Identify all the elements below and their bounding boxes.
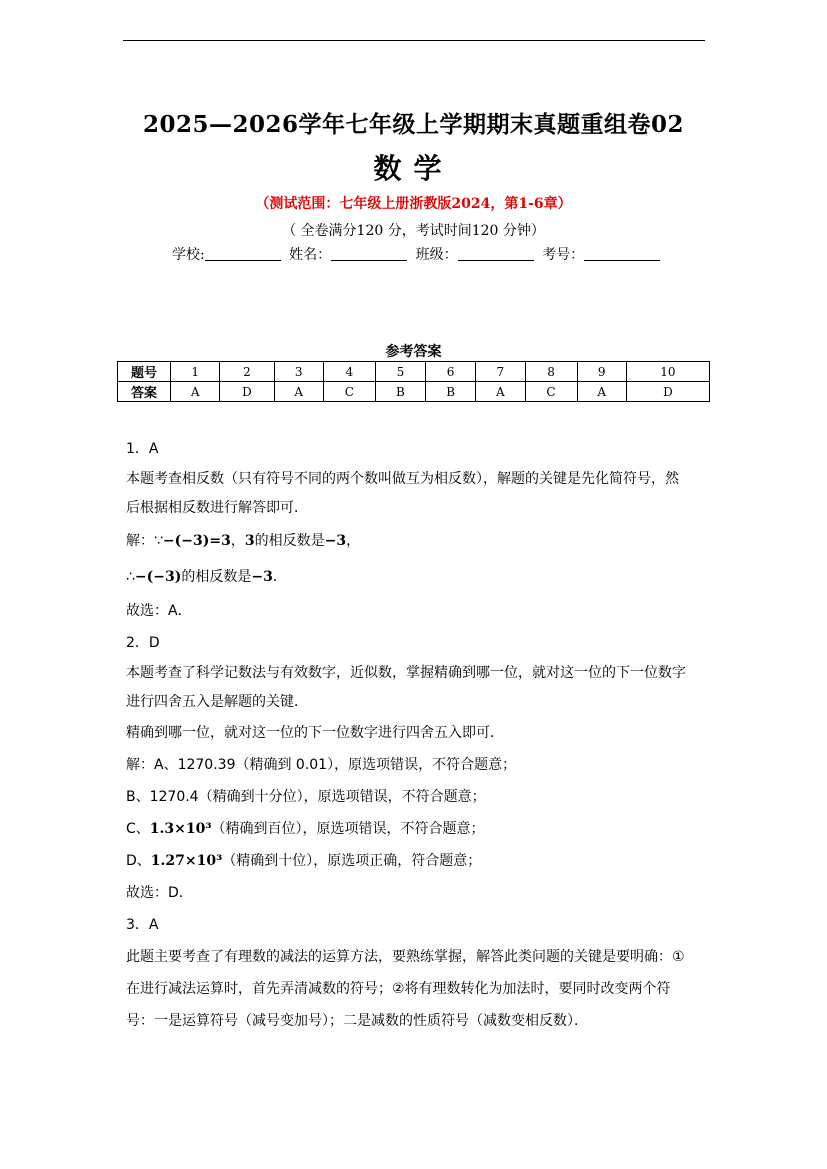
q1-separator: ， <box>230 533 245 549</box>
q1-math-expression: −(−3)=3 <box>162 533 231 549</box>
exam-number-label: 考号： <box>542 247 585 263</box>
q2-option-c-text: （精确到百位），原选项错误，不符合题意； <box>211 821 485 837</box>
answer-cell: A <box>171 382 220 402</box>
q2-math-expression: 1.3×10³ <box>149 821 212 837</box>
answer-key-table <box>117 361 710 402</box>
q1-analysis-line: 本题考查相反数（只有符号不同的两个数叫做互为相反数），解题的关键是先化简符号，然 <box>126 471 679 487</box>
name-blank <box>331 248 407 261</box>
q2-option-a: 解：A、1270.39（精确到 0.01），原选项错误，不符合题意； <box>126 757 517 773</box>
q2-analysis-line: 本题考查了科学记数法与有效数字，近似数，掌握精确到哪一位，就对这一位的下一位数字 <box>126 665 686 681</box>
q2-option-d-prefix: D、 <box>126 853 151 869</box>
student-info-line <box>172 244 664 264</box>
document-title: 2025—2026学年七年级上学期期末真题重组卷02 <box>142 111 685 138</box>
score-and-time: （ 全卷满分120 分，考试时间120 分钟） <box>282 223 545 239</box>
question-number-cell: 7 <box>476 362 525 382</box>
answer-cell: D <box>626 382 709 402</box>
answer-cell: A <box>476 382 525 402</box>
answer-label: 答案 <box>118 382 171 402</box>
q1-step2-end: ． <box>272 569 287 585</box>
answer-cell: A <box>577 382 626 402</box>
q1-heading: 1．A <box>126 441 159 457</box>
q2-option-c-prefix: C、 <box>126 821 150 837</box>
q2-option-d <box>126 845 706 877</box>
answer-cell: C <box>525 382 577 402</box>
q2-option-c <box>126 813 706 845</box>
school-label: 学校: <box>172 247 205 263</box>
answer-key-heading: 参考答案 <box>385 344 442 360</box>
q1-math-expression: −3 <box>324 533 347 549</box>
answer-cell: C <box>323 382 375 402</box>
q1-step2-text: 的相反数是 <box>181 569 252 585</box>
q1-math-expression: −(−3) <box>134 569 182 585</box>
question-number-cell: 10 <box>626 362 709 382</box>
q2-option-d-text: （精确到十位），原选项正确，符合题意； <box>222 853 482 869</box>
q1-step1-text: 的相反数是 <box>254 533 325 549</box>
answer-cell: A <box>274 382 323 402</box>
question-number-cell: 2 <box>220 362 274 382</box>
q1-math-expression: 3 <box>244 533 255 549</box>
q2-conclusion: 故选：D． <box>126 885 193 901</box>
subject-title: 数学 <box>373 152 454 185</box>
solutions-section <box>126 433 706 1037</box>
school-blank <box>205 248 281 261</box>
q2-method: 精确到哪一位，就对这一位的下一位数字进行四舍五入即可． <box>126 725 504 741</box>
question-number-cell: 8 <box>525 362 577 382</box>
answer-row <box>118 382 710 402</box>
q3-analysis-line: 在进行减法运算时，首先弄清减数的符号；②将有理数转化为加法时，要同时改变两个符 <box>126 981 671 997</box>
exam-number-blank <box>584 248 660 261</box>
q2-option-b: B、1270.4（精确到十分位），原选项错误，不符合题意； <box>126 789 486 805</box>
q3-analysis-line: 号：一是运算符号（减号变加号）；二是减数的性质符号（减数变相反数）． <box>126 1013 588 1029</box>
test-scope: （测试范围：七年级上册浙教版2024，第1-6章） <box>255 196 572 212</box>
q2-math-expression: 1.27×10³ <box>150 853 223 869</box>
question-number-cell: 1 <box>171 362 220 382</box>
q3-analysis-line: 此题主要考查了有理数的减法的运算方法，要熟练掌握，解答此类问题的关键是要明确：① <box>126 949 685 965</box>
answer-cell: B <box>426 382 476 402</box>
question-number-cell: 9 <box>577 362 626 382</box>
name-label: 姓名： <box>289 247 332 263</box>
question-number-cell: 4 <box>323 362 375 382</box>
question-number-row <box>118 362 710 382</box>
q1-step1-end: ， <box>346 533 361 549</box>
q1-step-1 <box>126 523 706 559</box>
question-number-cell: 3 <box>274 362 323 382</box>
q2-heading: 2．D <box>126 635 160 651</box>
question-number-cell: 5 <box>375 362 425 382</box>
answer-cell: D <box>220 382 274 402</box>
question-number-label: 题号 <box>118 362 171 382</box>
q1-math-expression: −3 <box>251 569 273 585</box>
class-blank <box>458 248 534 261</box>
q1-step2-prefix: ∴ <box>126 569 135 585</box>
q1-conclusion: 故选：A． <box>126 603 192 619</box>
q3-heading: 3．A <box>126 917 159 933</box>
header-rule <box>123 40 705 41</box>
q1-step1-prefix: 解：∵ <box>126 533 163 549</box>
question-number-cell: 6 <box>426 362 476 382</box>
q1-analysis-line: 后根据相反数进行解答即可． <box>126 500 308 516</box>
q1-step-2 <box>126 559 706 595</box>
q2-analysis-line: 进行四舍五入是解题的关键． <box>126 694 308 710</box>
class-label: 班级： <box>415 247 458 263</box>
answer-cell: B <box>375 382 425 402</box>
